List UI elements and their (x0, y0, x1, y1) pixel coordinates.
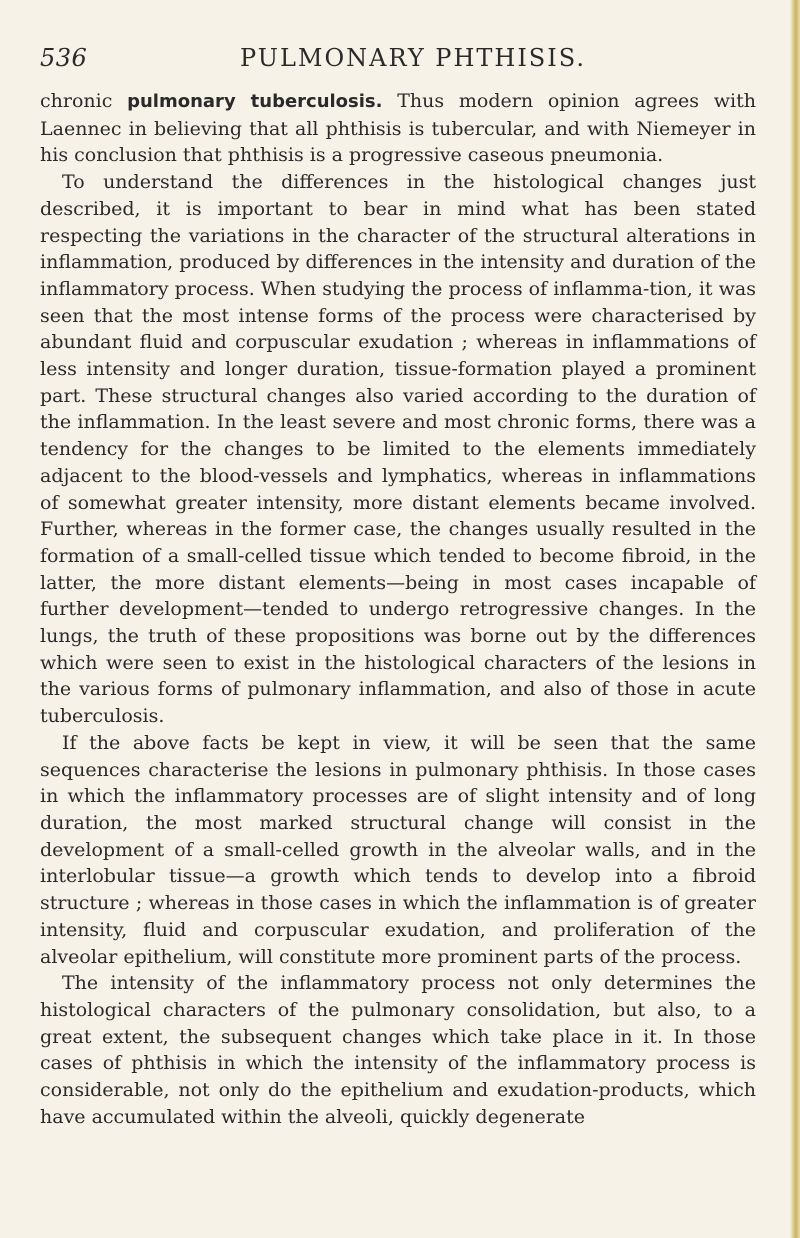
paragraph-1-bold-term: pulmonary tuberculosis. (127, 91, 383, 112)
running-title: PULMONARY PHTHISIS. (240, 44, 586, 72)
paragraph-1 (40, 88, 756, 169)
paragraph-4: The intensity of the inflammatory process not only determines the histological characters of the pulmonary consolidation, but also, to a great extent, the subsequent changes which take place in it. In those cases of phthisis in which the intensity of the inflammatory process is considerable, not only do the epithelium and exudation-products, which have accumulated within the alveoli, quickly degenerate (40, 972, 756, 1128)
paragraph-1-lead: chronic (40, 90, 128, 112)
page-number: 536 (40, 44, 88, 72)
page-header (40, 44, 756, 84)
paragraph-2: To understand the differences in the histological changes just described, it is important to bear in mind what has been stated respecting the variations in the character of the structural alterations in inflammation, produced by differences in the intensity and duration of the inflammatory process. When studying the process of inflamma-tion, it was seen that the most intense forms of the process were characterised by abundant fluid and corpuscular exudation ; whereas in inflammations of less intensity and longer duration, tissue-formation played a prominent part. These structural changes also varied according to the duration of the inflammation. In the least severe and most chronic forms, there was a tendency for the changes to be limited to the elements immediately adjacent to the blood-vessels and lymphatics, whereas in inflammations of somewhat greater intensity, more distant elements became involved. Further, whereas in the former case, the changes usually resulted in the formation of a small-celled tissue which tended to become fibroid, in the latter, the more distant elements—being in most cases incapable of further development—tended to undergo retrogressive changes. In the lungs, the truth of these propositions was borne out by the differences which were seen to exist in the histological characters of the lesions in the various forms of pulmonary inflammation, and also of those in acute tuberculosis. (40, 171, 756, 728)
page-edge (790, 0, 800, 1238)
paragraph-1-rest: Thus modern opinion agrees with Laennec in believing that all phthisis is tubercular, and with Niemeyer in his conclusion that phthisis is a progressive caseous pneumonia. (40, 90, 756, 167)
body-text (40, 88, 756, 1130)
paragraph-3: If the above facts be kept in view, it will be seen that the same sequences characterise the lesions in pulmonary phthisis. In those cases in which the inflammatory processes are of slight intensity and of long duration, the most marked structural change will consist in the development of a small-celled growth in the alveolar walls, and in the interlobular tissue—a growth which tends to develop into a fibroid structure ; whereas in those cases in which the inflammation is of greater intensity, fluid and corpuscular exudation, and proliferation of the alveolar epithelium, will constitute more prominent parts of the process. (40, 731, 756, 968)
